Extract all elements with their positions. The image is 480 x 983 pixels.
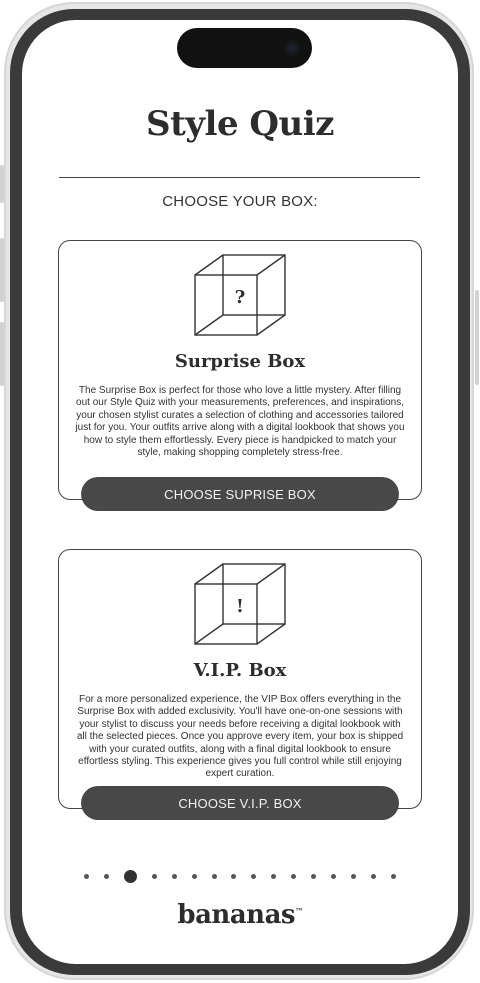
pagination-dot[interactable]	[371, 874, 376, 879]
choose-surprise-box-button[interactable]: CHOOSE SUPRISE BOX	[81, 477, 399, 511]
pagination-dot[interactable]	[212, 874, 217, 879]
pagination-dot[interactable]	[391, 874, 396, 879]
pagination-dots	[84, 868, 396, 884]
cube-symbol: ?	[234, 287, 246, 308]
pagination-dot[interactable]	[152, 874, 157, 879]
pagination-dot-active[interactable]	[124, 870, 137, 883]
pagination-dot[interactable]	[291, 874, 296, 879]
power-button	[475, 290, 479, 385]
cube-symbol: !	[236, 596, 244, 617]
pagination-dot[interactable]	[192, 874, 197, 879]
pagination-dot[interactable]	[351, 874, 356, 879]
vip-box-card	[58, 549, 422, 809]
page-title: Style Quiz	[146, 104, 334, 144]
pagination-dot[interactable]	[104, 874, 109, 879]
pagination-dot[interactable]	[172, 874, 177, 879]
trademark-mark: ™	[295, 906, 303, 916]
pagination-dot[interactable]	[231, 874, 236, 879]
surprise-box-card	[58, 240, 422, 500]
surprise-box-title: Surprise Box	[174, 351, 306, 372]
cube-question-icon	[193, 253, 289, 337]
vip-box-title: V.I.P. Box	[193, 660, 287, 681]
brand-logo	[22, 900, 458, 930]
pagination-dot[interactable]	[271, 874, 276, 879]
pagination-dot[interactable]	[84, 874, 89, 879]
camera-icon	[284, 40, 300, 56]
cube-exclamation-icon	[193, 562, 289, 646]
surprise-box-description: The Surprise Box is perfect for those who love a little mystery. After filling out our Style Quiz with your measurements, preferences, and inspirations, your chosen stylist curates a selection of clothing and accessories tailored just for you. Your outfits arrive along with a digital lookbook that shows you how to style them effortlessly. Every piece is handpicked to match your style, making shopping completely stress-free.	[75, 385, 405, 459]
pagination-dot[interactable]	[311, 874, 316, 879]
title-divider	[59, 177, 420, 178]
pagination-dot[interactable]	[251, 874, 256, 879]
pagination-dot[interactable]	[331, 874, 336, 879]
phone-screen	[22, 20, 458, 964]
brand-name: bananas	[177, 900, 296, 930]
choose-box-heading: CHOOSE YOUR BOX:	[162, 193, 318, 210]
vip-box-description: For a more personalized experience, the VIP Box offers everything in the Surprise Box with added exclusivity. You'll have one-on-one sessions with your stylist to discuss your needs before receiving a digital lookbook with all the selected pieces. Once you approve every item, your box is shipped with your curated outfits, along with a final digital lookbook to ensure effortless styling. This experience gives you full control while still enjoying expert curation.	[76, 694, 404, 780]
dynamic-island	[177, 28, 312, 68]
choose-vip-box-button[interactable]: CHOOSE V.I.P. BOX	[81, 786, 399, 820]
